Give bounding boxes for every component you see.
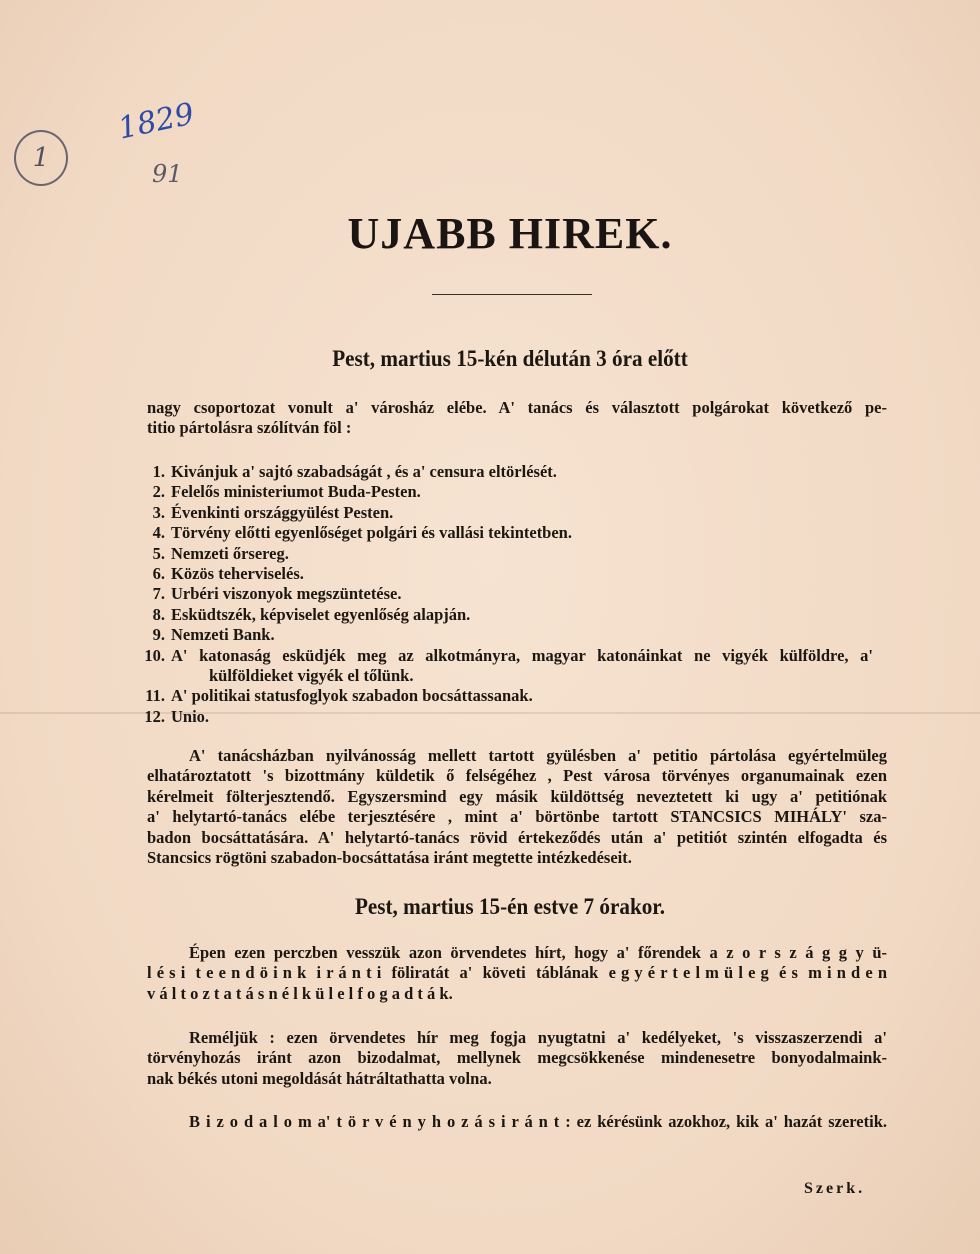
item-text: Kivánjuk a' sajtó szabadságát , és a' censura eltörlését. (171, 462, 557, 481)
text-line: törvényhozás iránt azon bizodalmat, mellynek megcsökkenése mindenesetre bonyodalmaink- (147, 1048, 887, 1068)
text-line: a' helytartó-tanács elébe terjesztésére , mint a' börtönbe tartott STANCSICS MIHÁLY' sza- (147, 807, 887, 827)
section2-paragraph-1 (147, 943, 887, 1004)
section1-intro (147, 398, 887, 439)
item-number: 3. (152, 502, 165, 522)
list-item (133, 482, 873, 502)
list-item (133, 523, 873, 543)
title-rule (432, 294, 592, 295)
item-number: 8. (152, 604, 165, 624)
list-item (133, 707, 873, 727)
text-line: l é s i t e e n d ö i n k i r á n t i föliratát a' követi táblának e g y é r t e l m ü l e g é s m i n d e n (147, 963, 887, 983)
text-line: v á l t o z t a t á s n é l k ü l e l f o g a d t á k. (147, 983, 453, 1003)
list-item (133, 605, 873, 625)
item-text: Közös teherviselés. (171, 563, 304, 583)
text-line: Stancsics rögtöni szabadon-bocsáttatása iránt megtette intézkedéseit. (147, 847, 632, 867)
list-item (133, 584, 873, 604)
item-text: Felelős ministeriumot Buda-Pesten. (171, 482, 421, 502)
text-line: A' tanácsházban nyilvánosság mellett tartott gyülésben a' petitio pártolása egyértelmüleg (189, 746, 887, 765)
text-line: titio pártolásra szólítván föl : (147, 418, 352, 438)
item-text: Urbéri viszonyok megszüntetése. (171, 584, 402, 604)
text-line: Épen ezen perczben vesszük azon örvendetes hírt, hogy a' főrendek a z o r s z á g g y ü- (189, 943, 887, 962)
item-text: külföldieket vigyék el tőlünk. (209, 665, 414, 685)
handwritten-circle-number: 1 (14, 130, 68, 186)
text-line: nagy csoportozat vonult a' városház elébe. A' tanács és választott polgárokat következő pe- (147, 398, 887, 417)
item-text: Törvény előtti egyenlőséget polgári és vallási tekintetben. (171, 523, 572, 543)
item-text: A' katonaság esküdjék meg az alkotmányra, magyar katonáinkat ne vigyék külföldre, a' (171, 645, 873, 665)
item-number: 6. (152, 563, 165, 583)
item-number: 7. (152, 584, 165, 604)
item-number: 10. (144, 645, 165, 665)
petition-list (133, 462, 873, 727)
list-item (133, 564, 873, 584)
section2-heading: Pest, martius 15-én estve 7 órakor. (354, 894, 666, 919)
list-item (133, 686, 873, 706)
item-text: Esküdtszék, képviselet egyenlőség alapján. (171, 604, 471, 624)
item-text: Unio. (171, 706, 210, 726)
section2-paragraph-3 (147, 1112, 887, 1132)
text-line: Reméljük : ezen örvendetes hír meg fogja nyugtatni a' kedélyeket, 's visszaszerzendi a' (189, 1028, 887, 1047)
item-number-spacer (133, 666, 171, 686)
handwritten-year: 1829 (115, 96, 198, 147)
text-line: badon bocsáttatására. A' helytartó-tanács rövid értekeződés után a' petitiót szintén elfogadta és (147, 827, 887, 847)
text-line: elhatároztatott 's bizottmány küldetik ő felségéhez , Pest városa törvényes organumainak ezen (147, 766, 887, 786)
item-text: Nemzeti őrsereg. (171, 543, 289, 563)
item-number: 2. (152, 482, 165, 502)
section1-paragraph (147, 746, 887, 868)
text-line: kérelmeit fölterjesztendő. Egyszersmind egy másik küldöttség neveztetett ki ugy a' petitiónak (147, 786, 887, 806)
item-text: A' politikai statusfoglyok szabadon bocsáttassanak. (171, 686, 533, 706)
item-number: 12. (144, 706, 165, 726)
text-line: nak békés utoni megoldását hátráltathatta volna. (147, 1068, 492, 1088)
list-item (133, 462, 873, 482)
signature: Szerk. (804, 1180, 866, 1197)
list-item (133, 625, 873, 645)
item-number: 9. (152, 625, 165, 645)
item-text: Évenkinti országgyülést Pesten. (171, 502, 394, 522)
text-line: B i z o d a l o m a' t ö r v é n y h o z á s i r á n t : ez kérésünk azokhoz, kik a' hazát szeretik. (189, 1112, 887, 1131)
section1-heading: Pest, martius 15-kén délután 3 óra előtt (332, 346, 688, 371)
item-text: Nemzeti Bank. (171, 625, 275, 645)
list-item (133, 646, 873, 666)
page-title: UJABB HIREK. (347, 209, 673, 258)
item-number: 1. (152, 462, 165, 481)
handwritten-number: 91 (152, 160, 183, 188)
item-number: 11. (145, 686, 165, 706)
section2-paragraph-2 (147, 1028, 887, 1089)
item-number: 4. (152, 523, 165, 543)
list-item (133, 503, 873, 523)
item-number: 5. (152, 543, 165, 563)
list-item-continuation (133, 666, 873, 686)
list-item (133, 544, 873, 564)
